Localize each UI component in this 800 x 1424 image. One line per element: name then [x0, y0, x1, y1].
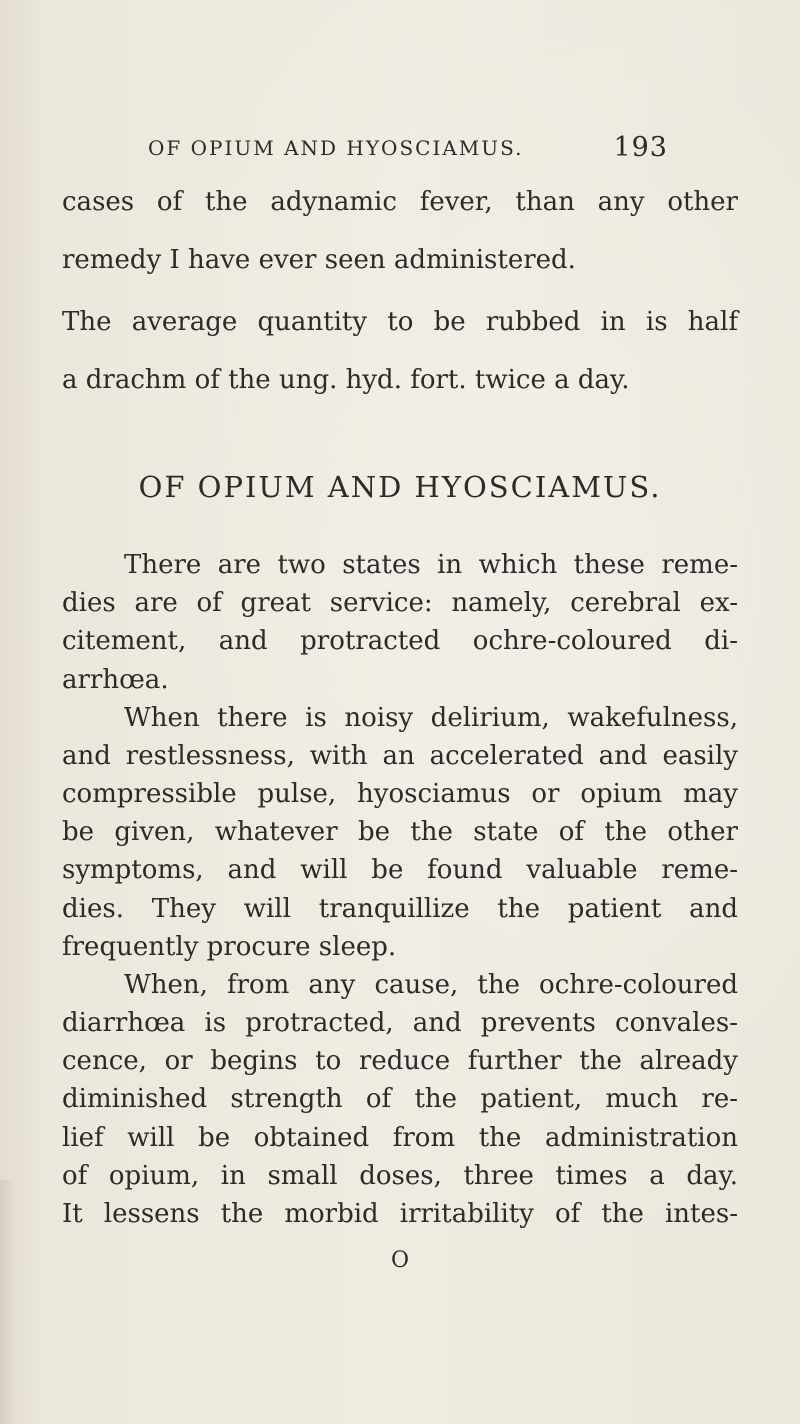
page-number: 193	[613, 132, 668, 163]
text-line: compressible pulse, hyosciamus or opium may	[62, 779, 738, 809]
text-line: lief will be obtained from the administration	[62, 1123, 738, 1153]
text-line: cases of the adynamic fever, than any other	[62, 187, 738, 217]
text-line: and restlessness, with an accelerated and easily	[62, 741, 738, 771]
text-line: of opium, in small doses, three times a day.	[62, 1161, 738, 1191]
text-line: cence, or begins to reduce further the already	[62, 1046, 738, 1076]
text-line: The average quantity to be rubbed in is half	[62, 307, 738, 337]
text-line: When, from any cause, the ochre-coloured	[124, 970, 738, 1000]
signature-mark: O	[390, 1248, 410, 1273]
text-line: When there is noisy delirium, wakefulness,	[124, 703, 738, 733]
section-heading: OF OPIUM AND HYOSCIAMUS.	[138, 470, 662, 504]
running-head	[148, 132, 668, 168]
text-line: There are two states in which these reme-	[124, 550, 738, 580]
text-line: a drachm of the ung. hyd. fort. twice a day.	[62, 365, 630, 395]
text-line: diminished strength of the patient, much re-	[62, 1084, 738, 1114]
text-line: be given, whatever be the state of the other	[62, 817, 738, 847]
text-line: dies are of great service: namely, cerebral ex-	[62, 588, 738, 618]
text-line: frequently procure sleep.	[62, 932, 397, 962]
text-line: dies. They will tranquillize the patient and	[62, 894, 738, 924]
running-title: OF OPIUM AND HYOSCIAMUS.	[148, 136, 524, 160]
text-line: symptoms, and will be found valuable reme-	[62, 855, 738, 885]
text-line: remedy I have ever seen administered.	[62, 245, 576, 275]
text-line: citement, and protracted ochre-coloured di-	[62, 626, 738, 656]
text-line: diarrhœa is protracted, and prevents convales-	[62, 1008, 738, 1038]
text-line: arrhœa.	[62, 665, 169, 695]
page-edge-shadow	[0, 1180, 14, 1424]
text-line: It lessens the morbid irritability of the intes-	[62, 1199, 738, 1229]
